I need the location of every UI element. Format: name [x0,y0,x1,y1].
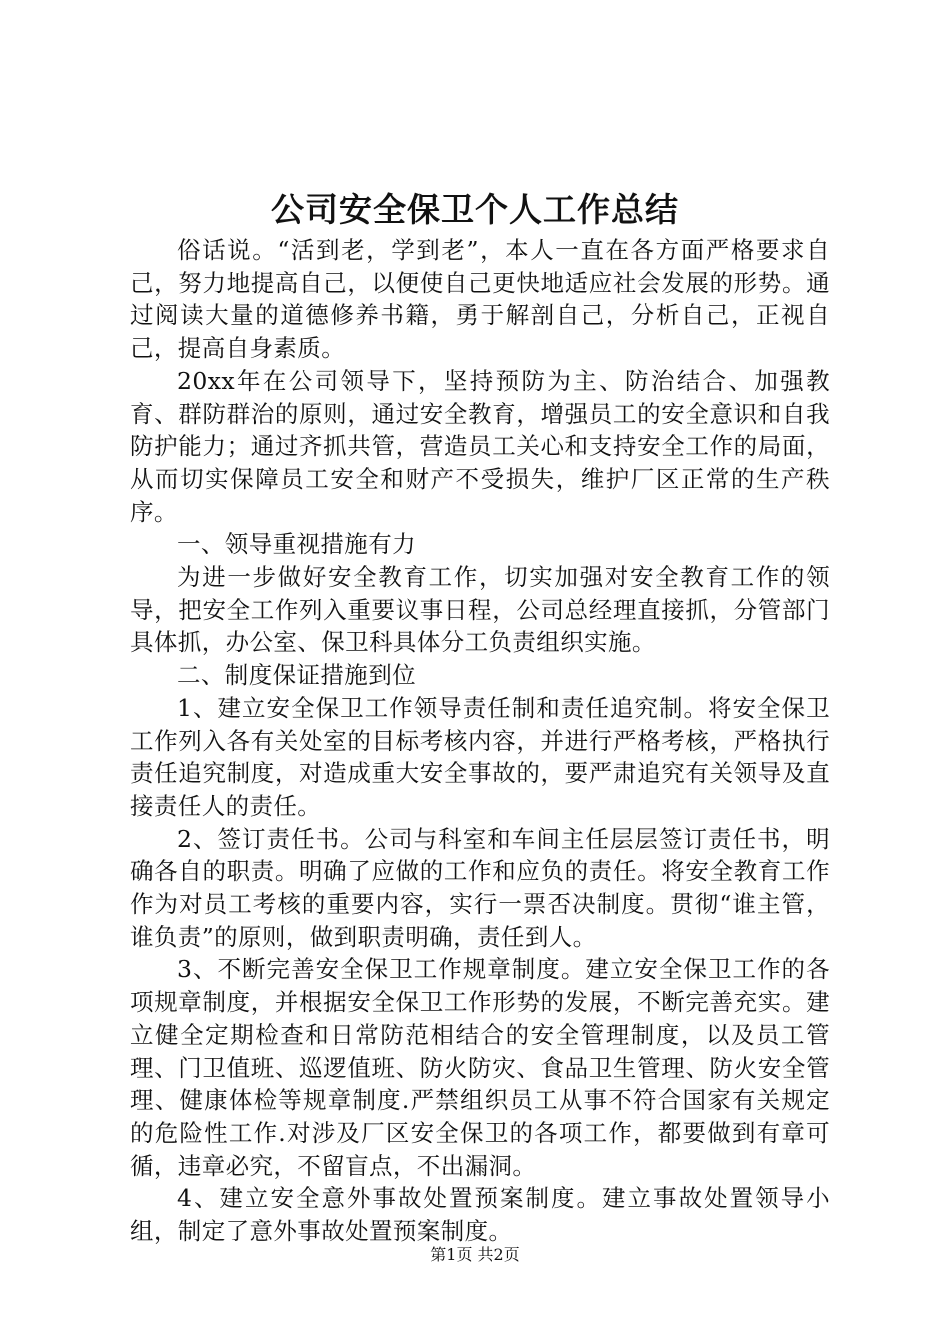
paragraph-section-1: 为进一步做好安全教育工作，切实加强对安全教育工作的领导，把安全工作列入重要议事日程，公司总经理直接抓，分管部门具体抓，办公室、保卫科具体分工负责组织实施。 [130,563,830,657]
document-title: 公司安全保卫个人工作总结 [271,190,679,229]
paragraph-intro: 俗话说。“活到老，学到老”，本人一直在各方面严格要求自己，努力地提高自己，以便使自己更快地适应社会发展的形势。通过阅读大量的道德修养书籍，勇于解剖自己，分析自己，正视自己，提高自身素质。 [130,236,830,363]
paragraph-item-3: 3、不断完善安全保卫工作规章制度。建立安全保卫工作的各项规章制度，并根据安全保卫工作形势的发展，不断完善充实。建立健全定期检查和日常防范相结合的安全管理制度，以及员工管理、门卫值班、巡逻值班、防火防灾、食品卫生管理、防火安全管理、健康体检等规章制度.严禁组织员工从事不符合国家有关规定的危险性工作.对涉及厂区安全保卫的各项工作，都要做到有章可循，违章必究，不留盲点，不出漏洞。 [130,955,830,1180]
paragraph-item-4: 4、建立安全意外事故处置预案制度。建立事故处置领导小组，制定了意外事故处置预案制度。 [130,1184,830,1246]
paragraph-item-1: 1、建立安全保卫工作领导责任制和责任追究制。将安全保卫工作列入各有关处室的目标考核内容，并进行严格考核，严格执行责任追究制度，对造成重大安全事故的，要严肃追究有关领导及直接责任人的责任。 [130,693,830,820]
paragraph-overview: 20xx年在公司领导下，坚持预防为主、防治结合、加强教育、群防群治的原则，通过安全教育，增强员工的安全意识和自我防护能力；通过齐抓共管，营造员工关心和支持安全工作的局面，从而切实保障员工安全和财产不受损失，维护厂区正常的生产秩序。 [130,366,830,526]
paragraph-item-2: 2、签订责任书。公司与科室和车间主任层层签订责任书，明确各自的职责。明确了应做的工作和应负的责任。将安全教育工作作为对员工考核的重要内容，实行一票否决制度。贯彻“谁主管，谁负责”的原则，做到职责明确，责任到人。 [130,824,830,951]
section-heading-1: 一、领导重视措施有力 [177,530,416,559]
page-number-footer: 第1页 共2页 [430,1245,520,1264]
section-heading-2: 二、制度保证措施到位 [177,661,416,690]
document-body [130,234,830,1248]
